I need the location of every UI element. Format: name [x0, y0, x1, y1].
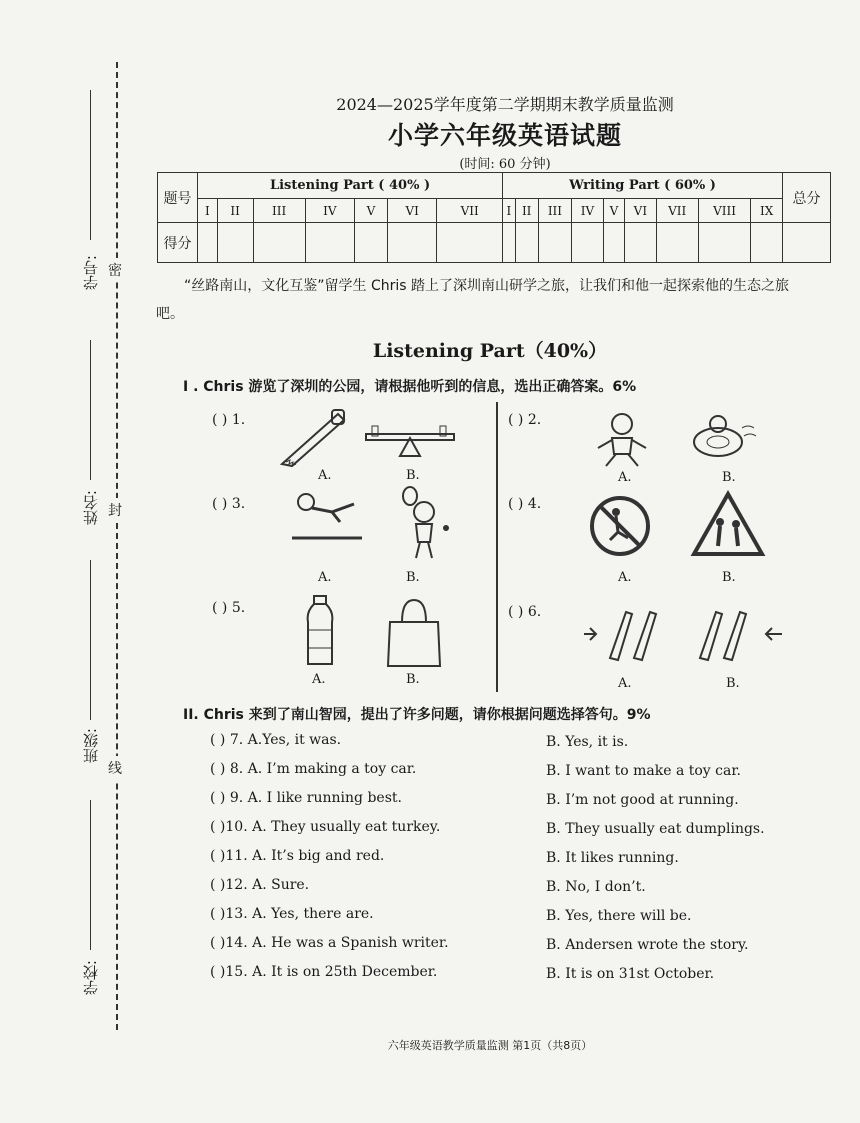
q13-option-a: ( )13. A. Yes, there are.: [210, 906, 374, 922]
q1-option-b: B.: [406, 468, 420, 483]
crayons-pointing-right-icon: [582, 604, 666, 664]
q5-option-b: B.: [406, 672, 420, 687]
class-label: 班级:: [82, 728, 100, 764]
page-footer: 六年级英语教学质量监测 第1页（共8页）: [387, 1039, 593, 1052]
q15-option-a: ( )15. A. It is on 25th December.: [210, 964, 438, 980]
q6-option-a: A.: [618, 676, 632, 691]
seal-char-mi: 密: [108, 258, 122, 282]
listening-col: V: [354, 199, 387, 223]
score-cell[interactable]: [538, 223, 571, 263]
q9-option-a: ( ) 9. A. I like running best.: [210, 790, 402, 806]
q7-option-a: ( ) 7. A.Yes, it was.: [210, 732, 342, 748]
crayons-pointing-left-icon: [698, 604, 784, 664]
water-bottle-icon: [302, 594, 338, 668]
score-cell[interactable]: [572, 223, 604, 263]
q4-option-a: A.: [618, 570, 632, 585]
children-crossing-sign-icon: [690, 490, 766, 558]
q9-option-b: B. I’m not good at running.: [546, 792, 739, 808]
listening-part-header: Listening Part ( 40% ): [198, 173, 503, 199]
swim-ring-icon: [682, 408, 762, 468]
tennis-player-icon: [394, 486, 454, 562]
writing-part-header: Writing Part ( 60% ): [503, 173, 783, 199]
student-id-line: [90, 90, 91, 240]
part1-heading: I . Chris 游览了深圳的公园，请根据他听到的信息，选出正确答案。6%: [183, 379, 637, 395]
listening-section-title: Listening Part（40%）: [372, 340, 608, 362]
saw-icon: [278, 408, 348, 468]
name-line: [90, 340, 91, 480]
q10-option-a: ( )10. A. They usually eat turkey.: [210, 819, 441, 835]
score-cell[interactable]: [437, 223, 503, 263]
q8-option-b: B. I want to make a toy car.: [546, 763, 741, 779]
score-cell[interactable]: [388, 223, 437, 263]
question-2-number: ( ) 2.: [508, 412, 542, 428]
question-1-number: ( ) 1.: [212, 412, 246, 428]
seesaw-icon: [362, 420, 458, 460]
score-cell[interactable]: [515, 223, 538, 263]
score-cell[interactable]: [603, 223, 624, 263]
question-3-number: ( ) 3.: [212, 496, 246, 512]
score-cell[interactable]: [305, 223, 354, 263]
q5-option-a: A.: [312, 672, 326, 687]
writing-col: VII: [656, 199, 698, 223]
exam-term: 2024—2025学年度第二学期期末教学质量监测: [336, 95, 674, 114]
q14-option-a: ( )14. A. He was a Spanish writer.: [210, 935, 449, 951]
q6-option-b: B.: [726, 676, 740, 691]
q12-option-a: ( )12. A. Sure.: [210, 877, 310, 893]
writing-col: IX: [751, 199, 783, 223]
listening-col: I: [198, 199, 218, 223]
q13-option-b: B. Yes, there will be.: [546, 908, 692, 924]
column-divider: [496, 402, 498, 692]
q15-option-b: B. It is on 31st October.: [546, 966, 715, 982]
score-cell[interactable]: [217, 223, 253, 263]
listening-col: VII: [437, 199, 503, 223]
listening-col: IV: [305, 199, 354, 223]
no-slipping-sign-icon: [588, 494, 652, 558]
writing-col: VIII: [698, 199, 751, 223]
class-line: [90, 560, 91, 720]
writing-col: IV: [572, 199, 604, 223]
q4-option-b: B.: [722, 570, 736, 585]
student-id-label: 学号:: [82, 255, 100, 291]
writing-col: VI: [625, 199, 657, 223]
total-score-cell[interactable]: [783, 223, 831, 263]
score-cell[interactable]: [625, 223, 657, 263]
seal-char-xian: 线: [108, 756, 122, 780]
tote-bag-icon: [384, 596, 444, 670]
writing-col: II: [515, 199, 538, 223]
question-6-number: ( ) 6.: [508, 604, 542, 620]
q3-option-a: A.: [318, 570, 332, 585]
listening-col: VI: [388, 199, 437, 223]
writing-col: III: [538, 199, 571, 223]
seal-char-feng: 封: [108, 498, 122, 522]
q7-option-b: B. Yes, it is.: [546, 734, 629, 750]
score-row-label: 得分: [158, 223, 198, 263]
q8-option-a: ( ) 8. A. I’m making a toy car.: [210, 761, 417, 777]
high-jump-icon: [288, 488, 364, 546]
school-line: [90, 800, 91, 950]
name-label: 姓名:: [82, 490, 100, 526]
q14-option-b: B. Andersen wrote the story.: [546, 937, 749, 953]
binding-dashed-line: [116, 62, 118, 1030]
listening-col: II: [217, 199, 253, 223]
q1-option-a: A.: [318, 468, 332, 483]
writing-col: V: [603, 199, 624, 223]
q3-option-b: B.: [406, 570, 420, 585]
score-cell[interactable]: [698, 223, 751, 263]
q2-option-a: A.: [618, 470, 632, 485]
score-cell[interactable]: [503, 223, 516, 263]
score-cell[interactable]: [751, 223, 783, 263]
score-table: [157, 172, 831, 263]
writing-col: I: [503, 199, 516, 223]
question-4-number: ( ) 4.: [508, 496, 542, 512]
exam-title: 小学六年级英语试题: [387, 121, 622, 150]
exam-time: (时间: 60 分钟): [459, 157, 551, 172]
q11-option-b: B. It likes running.: [546, 850, 679, 866]
listening-col: III: [253, 199, 305, 223]
part2-heading: II. Chris 来到了南山智园，提出了许多问题，请你根据问题选择答句。9%: [183, 707, 651, 723]
score-cell[interactable]: [198, 223, 218, 263]
total-score-label: 总分: [783, 173, 831, 223]
child-stretching-icon: [592, 408, 652, 468]
q12-option-b: B. No, I don’t.: [546, 879, 646, 895]
score-cell[interactable]: [253, 223, 305, 263]
item-number-label: 题号: [158, 173, 198, 223]
q11-option-a: ( )11. A. It’s big and red.: [210, 848, 385, 864]
score-cell[interactable]: [354, 223, 387, 263]
question-5-number: ( ) 5.: [212, 600, 246, 616]
q10-option-b: B. They usually eat dumplings.: [546, 821, 765, 837]
q2-option-b: B.: [722, 470, 736, 485]
score-cell[interactable]: [656, 223, 698, 263]
intro-paragraph: “丝路南山，文化互鉴”留学生 Chris 踏上了深圳南山研学之旅，让我们和他一起探索他的生态之旅吧。: [156, 278, 789, 322]
school-label: 学校:: [82, 960, 100, 996]
